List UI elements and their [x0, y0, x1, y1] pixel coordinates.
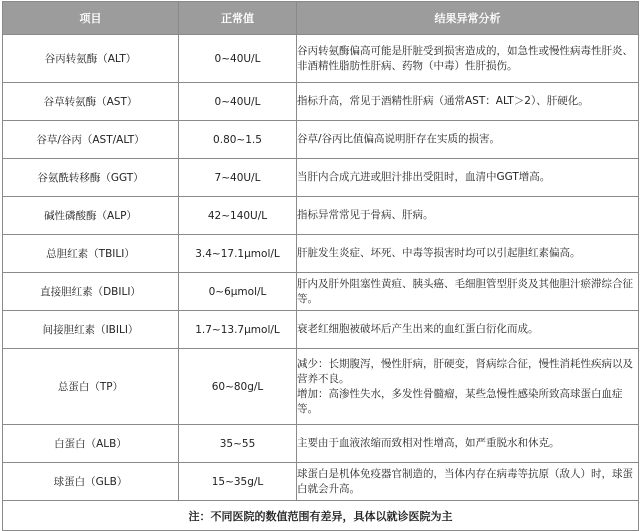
row-normal-value: 42~140U/L	[179, 197, 297, 235]
row-item: 间接胆红素（IBILI）	[3, 311, 179, 349]
row-analysis	[297, 235, 639, 273]
row-normal-value: 35~55	[179, 425, 297, 463]
analysis-text: 谷草/谷丙比值偏高说明肝存在实质的损害。	[297, 133, 501, 145]
row-item: 球蛋白（GLB）	[3, 463, 179, 501]
row-item: 总胆红素（TBILI）	[3, 235, 179, 273]
row-item: 谷氨酰转移酶（GGT）	[3, 159, 179, 197]
row-analysis	[297, 83, 639, 121]
row-normal-value: 3.4~17.1μmol/L	[179, 235, 297, 273]
analysis-text: 当肝内合成亢进或胆汁排出受阻时，血清中GGT增高。	[297, 171, 551, 183]
row-item: 碱性磷酸酶（ALP）	[3, 197, 179, 235]
table-row	[3, 311, 639, 349]
row-normal-value: 0.80~1.5	[179, 121, 297, 159]
analysis-text: 衰老红细胞被破坏后产生出来的血红蛋白衍化而成。	[297, 323, 539, 335]
row-analysis	[297, 273, 639, 311]
table-row	[3, 235, 639, 273]
row-item: 谷草转氨酶（AST）	[3, 83, 179, 121]
row-item: 直接胆红素（DBILI）	[3, 273, 179, 311]
table-row	[3, 159, 639, 197]
row-analysis	[297, 463, 639, 501]
row-item: 谷丙转氨酶（ALT）	[3, 35, 179, 83]
table-row	[3, 83, 639, 121]
table-row	[3, 425, 639, 463]
table-row	[3, 121, 639, 159]
row-item: 总蛋白（TP）	[3, 349, 179, 425]
footer-note: 注：不同医院的数值范围有差异，具体以就诊医院为主	[3, 501, 639, 531]
analysis-text: 主要由于血液浓缩而致相对性增高，如严重脱水和休克。	[297, 437, 560, 449]
row-analysis	[297, 349, 639, 425]
analysis-text: 指标异常常见于骨病、肝病。	[297, 209, 434, 221]
row-analysis	[297, 197, 639, 235]
row-normal-value: 7~40U/L	[179, 159, 297, 197]
row-normal-value: 0~40U/L	[179, 83, 297, 121]
row-normal-value: 0~40U/L	[179, 35, 297, 83]
table-row	[3, 463, 639, 501]
row-normal-value: 1.7~13.7μmol/L	[179, 311, 297, 349]
header-normal-value: 正常值	[179, 2, 297, 35]
table-row	[3, 349, 639, 425]
row-analysis	[297, 425, 639, 463]
analysis-text-decrease: 减少：长期腹泻，慢性肝病，肝硬变，肾病综合征，慢性消耗性疾病以及营养不良。	[297, 357, 633, 385]
analysis-text: 指标升高，常见于酒精性肝病（通常AST：ALT＞2）、肝硬化。	[297, 95, 589, 107]
row-item: 谷草/谷丙（AST/ALT）	[3, 121, 179, 159]
analysis-text: 肝脏发生炎症、坏死、中毒等损害时均可以引起胆红素偏高。	[297, 247, 581, 259]
row-normal-value: 0~6μmol/L	[179, 273, 297, 311]
analysis-text: 肝内及肝外阻塞性黄疸、胰头癌、毛细胆管型肝炎及其他胆汁瘀滞综合征等。	[297, 277, 633, 305]
table-row	[3, 35, 639, 83]
row-analysis	[297, 35, 639, 83]
table-header-row	[3, 2, 639, 35]
row-normal-value: 15~35g/L	[179, 463, 297, 501]
analysis-text: 球蛋白是机体免疫器官制造的，当体内存在病毒等抗原（敌人）时，球蛋白就会升高。	[297, 467, 633, 495]
row-analysis	[297, 311, 639, 349]
header-item: 项目	[3, 2, 179, 35]
header-analysis: 结果异常分析	[297, 2, 639, 35]
analysis-text: 谷丙转氨酶偏高可能是肝脏受到损害造成的，如急性或慢性病毒性肝炎、非酒精性脂肪性肝病、药物（中毒）性肝损伤。	[297, 44, 633, 72]
row-analysis	[297, 159, 639, 197]
liver-function-table	[2, 1, 639, 531]
analysis-text-increase: 增加：高渗性失水，多发性骨髓瘤，某些急慢性感染所致高球蛋白血症等。	[297, 387, 623, 415]
row-analysis	[297, 121, 639, 159]
table-row	[3, 197, 639, 235]
row-normal-value: 60~80g/L	[179, 349, 297, 425]
row-item: 白蛋白（ALB）	[3, 425, 179, 463]
table-footer-row	[3, 501, 639, 531]
table-row	[3, 273, 639, 311]
